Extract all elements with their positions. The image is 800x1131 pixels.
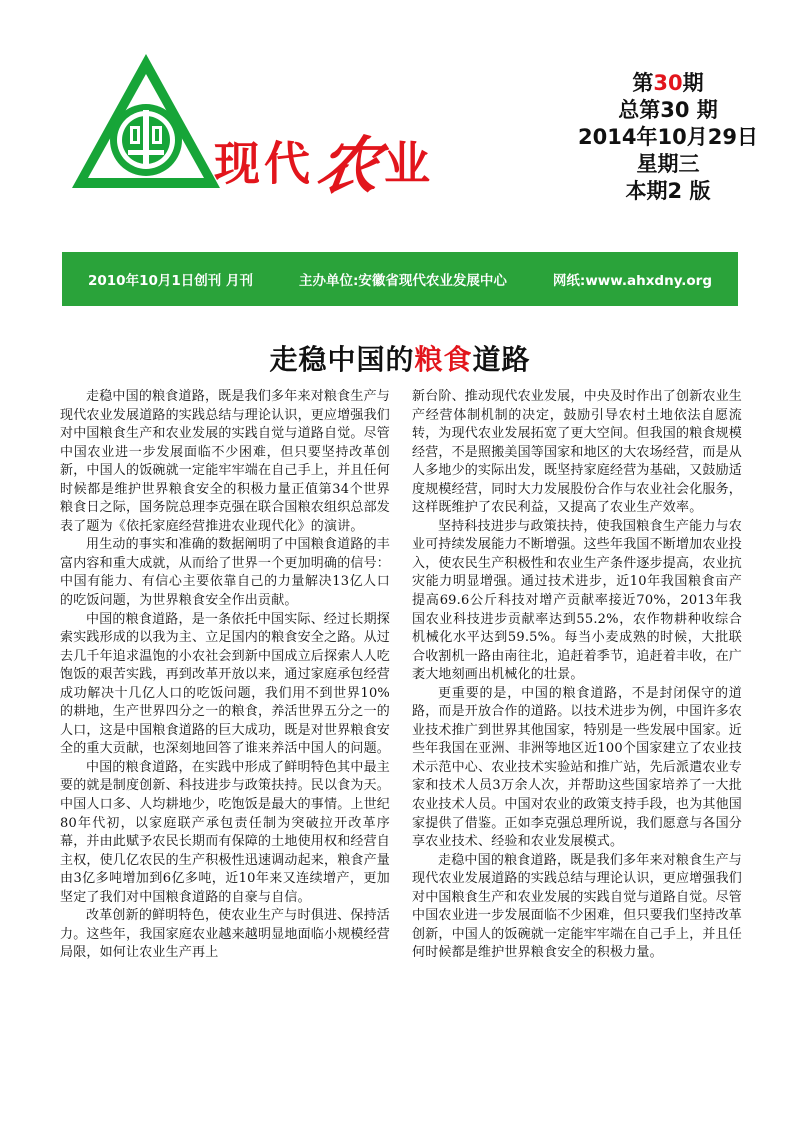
- banner-founded: 2010年10月1日创刊 月刊: [88, 273, 253, 289]
- issue-number-line: [578, 70, 758, 97]
- issue-total: 总第30 期: [618, 98, 718, 122]
- masthead-title-part2: 农: [312, 129, 385, 202]
- issue-edition: 本期2 版: [625, 179, 711, 203]
- banner-website: 网纸:www.ahxdny.org: [552, 273, 712, 289]
- issue-weekday: 星期三: [636, 152, 700, 176]
- headline-part3: 道路: [472, 343, 531, 376]
- headline-part1: 走稳中国的: [269, 343, 415, 376]
- info-banner: [62, 252, 738, 306]
- paragraph: 更重要的是，中国的粮食道路，不是封闭保守的道路，而是开放合作的道路。以技术进步为例，中国许多农业技术推广到世界其他国家，特别是一些发展中国家。近些年我国在亚洲、非洲等地区近100个国家建立了农业技术示范中心、农业技术实验站和推广站，先后派遣农业专家和技术人员3万余人次，并帮助这些国家培养了一大批农业技术人员。中国对农业的政策支持手段，也为其他国家提供了借鉴。正如李克强总理所说，我们愿意与各国分享农业技术、经验和农业发展模式。: [412, 685, 743, 850]
- issue-number: 30: [653, 71, 683, 95]
- masthead-title-part1: 现代: [214, 136, 314, 191]
- issue-info: [578, 70, 758, 205]
- article-column-left: [60, 388, 390, 963]
- paragraph: 新台阶、推动现代农业发展，中央及时作出了创新农业生产经营体制机制的决定，鼓励引导农村土地依法自愿流转，为现代农业发展拓宽了更大空间。但我国的粮食规模经营，不是照搬美国等国家和地区的大农场经营，而是从人多地少的实际出发，既坚持家庭经营为基础，又鼓励适度规模经营，同时大力发展股份合作与农业社会化服务，这样既维护了农民利益，又提高了农业生产效率。: [412, 389, 743, 516]
- issue-date: 2014年10月29日: [578, 125, 758, 149]
- article-column-right: [412, 388, 742, 963]
- issue-suffix: 期: [682, 71, 704, 95]
- paragraph: 走稳中国的粮食道路，既是我们多年来对粮食生产与现代农业发展道路的实践总结与理论认识，更应增强我们对中国粮食生产和农业发展的实践自觉与道路自觉。尽管中国农业进一步发展面临不少困难，但只要我们坚持改革创新，中国人的饭碗就一定能牢牢端在自己手上，并且任何时候都是维护世界粮食安全的积极力量。: [412, 852, 743, 961]
- paragraph: 走稳中国的粮食道路，既是我们多年来对粮食生产与现代农业发展道路的实践总结与理论认识，更应增强我们对中国粮食生产和农业发展的实践自觉与道路自觉。尽管中国农业进一步发展面临不少困难，但只要坚持改革创新，中国人的饭碗就一定能牢牢端在自己手上，并且任何时候都是维护世界粮食安全的积极力量正值第34个世界粮食日之际，国务院总理李克强在联合国粮农组织总部发表了题为《依托家庭经营推进农业现代化》的演讲。: [60, 389, 391, 534]
- banner-sponsor: 主办单位:安徽省现代农业发展中心: [298, 273, 507, 289]
- masthead-title: [214, 116, 435, 202]
- paragraph: 中国的粮食道路，是一条依托中国实际、经过长期探索实践形成的以我为主、立足国内的粮食安全之路。从过去几千年追求温饱的小农社会到新中国成立后探索人人吃饱饭的艰苦实践，再到改革开放以来，通过家庭承包经营成功解决十几亿人口的吃饭问题，我们用不到世界10%的耕地，生产世界四分之一的粮食，养活世界五分之一的人口，这是中国粮食道路的巨大成功，既是对世界粮食安全的重大贡献，也深刻地回答了谁来养活中国人的问题。: [60, 611, 391, 757]
- wheat-triangle-logo: [66, 48, 226, 194]
- masthead-title-part3: 业: [384, 136, 435, 191]
- paragraph: 用生动的事实和准确的数据阐明了中国粮食道路的丰富内容和重大成就，从而给了世界一个更加明确的信号：中国有能力、有信心主要依靠自己的力量解决13亿人口的吃饭问题，为世界粮食安全作出贡献。: [60, 537, 391, 609]
- paragraph: 中国的粮食道路，在实践中形成了鲜明特色其中最主要的就是制度创新、科技进步与政策扶持。民以食为天。中国人口多、人均耕地少，吃饱饭是最大的事情。上世纪80年代初，以家庭联产承包责任制为突破拉开改革序幕，并由此赋予农民长期而有保障的土地使用权和经营自主权，使几亿农民的生产积极性迅速调动起来，粮食产量由3亿多吨增加到6亿多吨，近10年来又连续增产，更加坚定了我们对中国粮食道路的自豪与自信。: [60, 759, 391, 905]
- headline-highlight: 粮食: [414, 343, 473, 376]
- paragraph: 改革创新的鲜明特色，使农业生产与时俱进、保持活力。这些年，我国家庭农业越来越明显地面临小规模经营局限，如何让农业生产再上: [60, 908, 391, 961]
- article-headline: [0, 338, 800, 378]
- issue-prefix: 第: [632, 71, 654, 95]
- paragraph: 坚持科技进步与政策扶持，使我国粮食生产能力与农业可持续发展能力不断增强。这些年我国不断增加农业投入，使农民生产积极性和农业生产条件逐步提高，农业抗灾能力明显增强。通过技术进步，近10年我国粮食亩产提高69.6公斤科技对增产贡献率接近70%，2013年我国农业科技进步贡献率达到55.2%，农作物耕种收综合机械化水平达到59.5%。每当小麦成熟的时候，大批联合收割机一路由南往北，追赶着季节，追赶着丰收，在广袤大地刻画出机械化的壮景。: [412, 518, 743, 683]
